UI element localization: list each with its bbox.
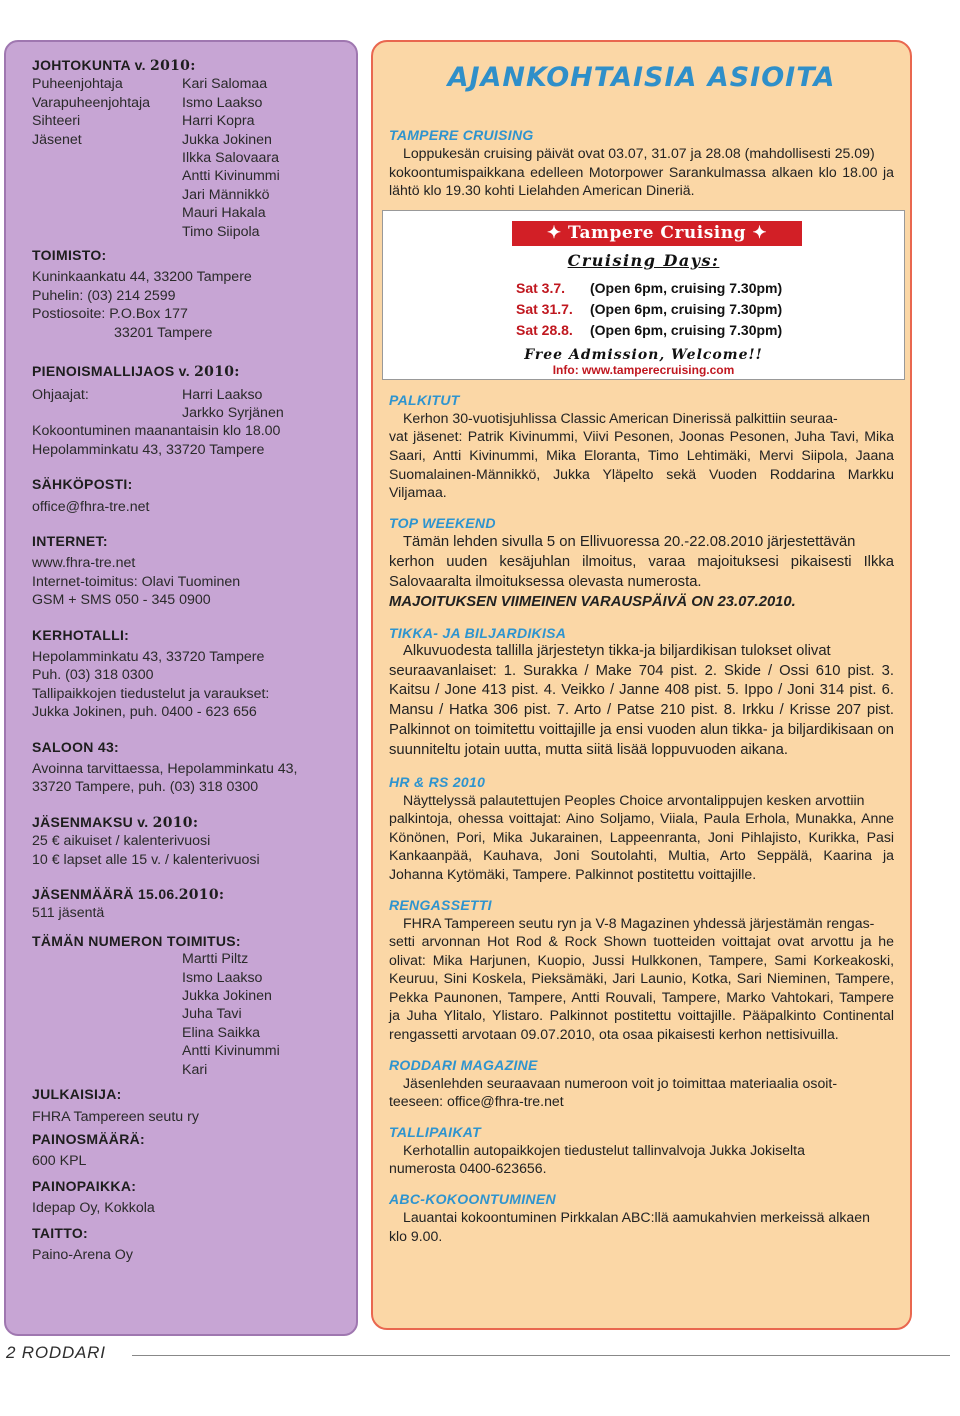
editor-name: Jukka Jokinen [182,988,272,1005]
fee-heading: JÄSENMAKSU v. 2010: [32,813,199,831]
section-text: kerhon uuden kesäjuhlan ilmoitus, varaa majoituksesi pikaisesti Ilkka Salovaaralta ilmoituksessa olevasta numerosta. [389,553,894,590]
section-prizes [389,392,894,502]
ad-banner: ✦ Tampere Cruising ✦ [512,221,802,246]
section-text: kokoontumispaikkana edelleen Motorpower Sarankulmassa alkaen klo 18.00 ja lähtö klo 19.30 kohti Lielahden American Dineriä. [389,163,894,199]
board-member: Ilkka Salovaara [182,150,279,167]
board-member: Mauri Hakala [182,205,266,222]
cruising-ad [382,210,905,380]
section-title: ABC-KOKOONTUMINEN [389,1191,556,1208]
info-panel [4,40,358,1336]
footer-rule [132,1355,950,1356]
models-heading: PIENOISMALLIJAOS v. 2010: [32,363,240,381]
section-text: teeseen: office@fhra-tre.net [389,1093,564,1110]
printer-heading: PAINOPAIKKA: [32,1177,137,1194]
internet-heading: INTERNET: [32,532,108,549]
publisher-name: FHRA Tampereen seutu ry [32,1108,199,1125]
board-member: Antti Kivinummi [182,168,280,185]
board-row: Sihteeri Harri Kopra [32,113,255,130]
editor-name: Elina Saikka [182,1024,261,1041]
section-rally [389,897,894,1044]
section-title: TALLIPAIKAT [389,1123,481,1140]
board-member: Timo Siipola [182,223,260,240]
fee-line: 25 € aikuiset / kalenterivuosi [32,833,211,850]
office-city: 33201 Tampere [114,324,213,341]
section-text: klo 9.00. [389,1227,443,1244]
saloon-heading: SALOON 43: [32,738,120,755]
section-title: PALKITUT [389,391,460,408]
section-title: TOP WEEKEND [389,514,496,531]
models-info: Hepolamminkatu 43, 33720 Tampere [32,441,265,458]
news-box [371,40,912,1330]
models-info: Kokoontuminen maanantaisin klo 18.00 [32,423,281,440]
layout-heading: TAITTO: [32,1224,89,1241]
office-line: Kuninkaankatu 44, 33200 Tampere [32,269,252,286]
editor-name: Kari [182,1061,208,1078]
section-title: HR & RS 2010 [389,773,486,790]
publisher-heading: JULKAISIJA: [32,1086,122,1103]
internet-line: GSM + SMS 050 - 345 0900 [32,592,211,609]
board-row: Jäsenet Jukka Jokinen [32,131,272,148]
section-text: vat jäsenet: Patrik Kivinummi, Viivi Pesonen, Joonas Pesonen, Juha Tavi, Mika Saari, Antti Kivinummi, Mika Eloranta, Timo Lehtimäki, Mervi Siipola, Jaana Suomalainen-Männikkö, Jukka Yläpelto sekä Vuoden Roddarina Markku Viljamaa. [389,428,894,501]
ad-day-row: Sat 31.7. (Open 6pm, cruising 7.30pm) [516,300,783,317]
print-run: 600 KPL [32,1153,87,1170]
board-row: Puheenjohtaja Kari Salomaa [32,76,268,93]
section-stalls [389,1124,894,1178]
editor-name: Martti Piltz [182,951,249,968]
ad-free-admission: Free Admission, Welcome!! [524,346,763,363]
section-lead: Lauantai kokoontuminen Pirkkalan ABC:llä aamukahvien merkeissä alkaen [403,1209,870,1226]
models-leader: Jarkko Syrjänen [182,404,284,421]
section-lead: Näyttelyssä palautettujen Peoples Choice arvontalippujen kesken arvottiin [403,791,865,808]
layout-name: Paino-Arena Oy [32,1246,133,1263]
editor-name: Antti Kivinummi [182,1043,280,1060]
section-lead: Kerhon 30-vuotisjuhlissa Classic American Dinerissä palkittiin seuraa- [403,409,838,426]
section-lead: Loppukesän cruising päivät ovat 03.07, 31.07 ja 28.08 (mahdollisesti 25.09) [403,145,875,161]
fee-line: 10 € lapset alle 15 v. / kalenterivuosi [32,851,260,868]
section-lead: Tämän lehden sivulla 5 on Ellivuoressa 20.-22.08.2010 järjestettävän [403,533,856,550]
club-line: Tallipaikkojen tiedustelut ja varaukset: [32,685,270,702]
section-title: RODDARI MAGAZINE [389,1056,538,1073]
section-lead: Jäsenlehden seuraavaan numeroon voit jo toimittaa materiaalia osoit- [403,1074,838,1091]
section-lead: Kerhotallin autopaikkojen tiedustelut tallinvalvoja Jukka Jokiselta [403,1141,805,1158]
section-text: seuraavanlaiset: 1. Surakka / Make 704 pist. 2. Skide / Ossi 610 pist. 3. Kaitsu / Jone 413 pist. 4. Veikko / Janne 408 pist. 5. Ippo / Joni 314 pist. 6. Mansu / Hatka 306 pist. 7. Arto / Patse 210 pist. 8. Irkku / Krisse 207 pist. Palkinnot on toimitettu voittajille ja ensi vuoden alun tikka- ja biljardikisaan on suunniteltu jotain uutta, mutta siitä lisää loppuvuoden aikana. [389,662,894,758]
internet-line: Internet-toimitus: Olavi Tuominen [32,573,241,590]
section-emphasis: MAJOITUKSEN VIIMEINEN VARAUSPÄIVÄ ON 23.07.2010. [389,593,796,610]
section-magazine [389,1057,894,1111]
club-heading: KERHOTALLI: [32,626,130,643]
saloon-line: Avoinna tarvittaessa, Hepolamminkatu 43, [32,761,298,777]
printer-name: Idepap Oy, Kokkola [32,1200,155,1217]
club-line: Puh. (03) 318 0300 [32,667,154,684]
member-count: 511 jäsentä [32,905,105,922]
section-title: TIKKA- JA BILJARDIKISA [389,624,567,641]
page-footer-label: 2 RODDARI [6,1343,106,1362]
editor-name: Ismo Laakso [182,969,263,986]
section-text: setti arvonnan Hot Rod & Rock Shown tuotteiden voittajat ovat arvottu ja he olivat: Mika Harjunen, Kuopio, Jussi Hulkkonen, Tampere, Sami Korkeakoski, Keuruu, Sini Koskela, Pieksämäki, Jari Launio, Kotka, Sari Nieminen, Tampere, Pekka Paunonen, Tampere, Antti Rouvali, Tampere, Marko Vahtokari, Tampere ja Juha Ylitalo, Ylistaro. Palkinnot postitettu voittajille. Pääpalkinto Continental rengassetti arvotaan 09.07.2010, ota osaa pikaisesti kerhon nettisivuilla. [389,933,894,1043]
section-abc [389,1191,894,1245]
editor-name: Juha Tavi [182,1006,242,1023]
saloon-line: 33720 Tampere, puh. (03) 318 0300 [32,779,259,796]
board-member: Jari Männikkö [182,186,270,203]
ad-day-row: Sat 3.7. (Open 6pm, cruising 7.30pm) [516,279,783,296]
email-link[interactable]: office@fhra-tre.net [32,498,150,515]
news-heading: AJANKOHTAISIA ASIOITA [447,62,836,93]
section-cruising [389,127,894,200]
page-corner [943,0,960,36]
club-line: Hepolamminkatu 43, 33720 Tampere [32,648,265,665]
print-run-heading: PAINOSMÄÄRÄ: [32,1130,146,1147]
models-leader: Ohjaajat: Harri Laakso [32,386,263,403]
board-row: Varapuheenjohtaja Ismo Laakso [32,94,263,111]
office-heading: TOIMISTO: [32,247,107,264]
ad-subtitle: Cruising Days: [567,250,720,270]
editors-heading: TÄMÄN NUMERON TOIMITUS: [32,932,241,949]
count-heading: JÄSENMÄÄRÄ 15.06.2010: [32,886,225,904]
email-heading: SÄHKÖPOSTI: [32,476,133,493]
section-hr-rs [389,774,894,884]
section-title: TAMPERE CRUISING [389,127,534,143]
section-lead: FHRA Tampereen seutu ryn ja V-8 Magazinen yhdessä järjestämän rengas- [403,914,875,931]
section-text: palkintoja, ohessa voittajat: Aino Soljamo, Viiala, Paula Erhola, Munakka, Anne Könönen, Pori, Mika Jukarainen, Lappeenranta, Joni Pihlajisto, Kurikka, Pasi Kankaanpää, Kauhava, Joni Soutolahti, Multia, Arto Seppälä, Kaarina ja Johanna Kytömäki, Tampere. Palkinnot postitettu voittajille. [389,810,894,882]
section-title: RENGASSETTI [389,896,492,913]
section-lead: Alkuvuodesta tallilla järjestetyn tikka-ja biljardikisan tulokset olivat [403,642,831,659]
website-link[interactable]: www.fhra-tre.net [32,555,136,572]
ad-info-link[interactable]: Info: www.tamperecruising.com [552,362,735,377]
section-text: numerosta 0400-623656. [389,1160,547,1177]
office-line: Puhelin: (03) 214 2599 [32,287,176,304]
club-line: Jukka Jokinen, puh. 0400 - 623 656 [32,704,257,721]
board-heading: JOHTOKUNTA v. 2010: [32,57,196,74]
section-darts [389,625,894,761]
section-top-weekend [389,515,894,612]
office-line: Postiosoite: P.O.Box 177 [32,306,188,323]
ad-day-row: Sat 28.8. (Open 6pm, cruising 7.30pm) [516,321,783,338]
